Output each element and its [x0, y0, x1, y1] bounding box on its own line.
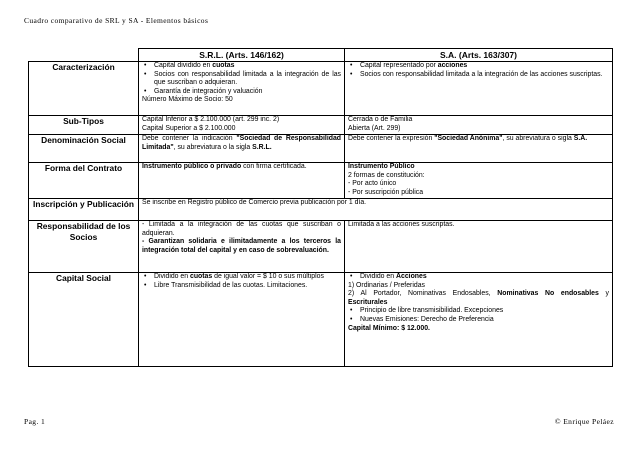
list-item: • Nuevas Emisiones: Derecho de Preferencia: [348, 316, 609, 325]
comparison-table: [28, 48, 613, 367]
empty-corner-cell: [29, 49, 139, 62]
table-row-inscripcion: [29, 199, 613, 221]
list-item: • Capital dividido en cuotas: [142, 62, 341, 71]
sa-denominacion-cell: Debe contener la expresión "Sociedad Anónima", su abreviatura o sigla S.A.: [345, 135, 613, 163]
sa-responsabilidad-cell: Limitada a las acciones suscriptas.: [345, 221, 613, 273]
list-item: • Socios con responsabilidad limitada a la integración de las que suscriban o adquieran.: [142, 71, 341, 88]
list-item: • Dividido en cuotas de igual valor = $ 10 o sus múltiplos: [142, 273, 341, 282]
row-label: Caracterización: [29, 62, 139, 116]
list-item: • Garantía de integración y valuación: [142, 88, 341, 97]
srl-caracterizacion-cell: [139, 62, 345, 116]
table-row-subtipos: [29, 116, 613, 135]
row-label: Capital Social: [29, 273, 139, 367]
row-label: Forma del Contrato: [29, 163, 139, 199]
document-header: Cuadro comparativo de SRL y SA - Elementos básicos: [24, 16, 209, 25]
row-label: Sub-Tipos: [29, 116, 139, 135]
list-item: 2) Al Portador, Nominativas Endosables, Nominativas No endosables y Escriturales: [348, 290, 609, 306]
list-item: • Dividido en Acciones: [348, 273, 609, 282]
capital-minimo-text: Capital Mínimo: $ 12.000.: [348, 324, 430, 332]
column-header-srl: S.R.L. (Arts. 146/162): [139, 49, 345, 62]
list-item: • Principio de libre transmisibilidad. Excepciones: [348, 307, 609, 316]
table-header-row: [29, 49, 613, 62]
list-item: • Libre Transmisibilidad de las cuotas. Limitaciones.: [142, 282, 341, 291]
table-row-responsabilidad: [29, 221, 613, 273]
srl-capital-cell: [139, 273, 345, 367]
list-item: 1) Ordinarias / Preferidas: [348, 281, 425, 289]
srl-forma-cell: Instrumento público o privado con firma certificada.: [139, 163, 345, 199]
table-row-caracterizacion: [29, 62, 613, 116]
list-item: • Capital representado por acciones: [348, 62, 609, 71]
srl-denominacion-cell: Debe contener la indicación "Sociedad de Responsabilidad Limitada", su abreviatura o la sigla S.R.L.: [139, 135, 345, 163]
sa-forma-cell: Instrumento Público 2 formas de constitución: - Por acto único - Por suscripción pública: [345, 163, 613, 199]
table-row-denominacion: [29, 135, 613, 163]
sa-caracterizacion-cell: [345, 62, 613, 116]
row-label: Denominación Social: [29, 135, 139, 163]
inscripcion-cell: Se inscribe en Registro público de Comercio previa publicación por 1 día.: [139, 199, 613, 221]
sa-capital-cell: [345, 273, 613, 367]
row-label: Responsabilidad de los Socios: [29, 221, 139, 273]
table-row-capital: [29, 273, 613, 367]
srl-subtipos-cell: Capital Inferior a $ 2.100.000 (art. 299 inc. 2) Capital Superior a $ 2.100.000: [139, 116, 345, 135]
page-number: Pag. 1: [24, 417, 46, 426]
list-item: • Socios con responsabilidad limitada a la integración de las acciones suscriptas.: [348, 71, 609, 80]
author-credit: © Enrique Peláez: [554, 417, 614, 426]
srl-responsabilidad-cell: - Limitada a la integración de las cuotas que suscriban o adquieran. - Garantizan solidaria e ilimitadamente a los terceros la integración total del capital y en caso de sobrevaluación.: [139, 221, 345, 273]
sa-subtipos-cell: Cerrada o de Familia Abierta (Art. 299): [345, 116, 613, 135]
max-socios-text: Número Máximo de Socio: 50: [142, 96, 233, 104]
row-label: Inscripción y Publicación: [29, 199, 139, 221]
table-row-forma: [29, 163, 613, 199]
column-header-sa: S.A. (Arts. 163/307): [345, 49, 613, 62]
